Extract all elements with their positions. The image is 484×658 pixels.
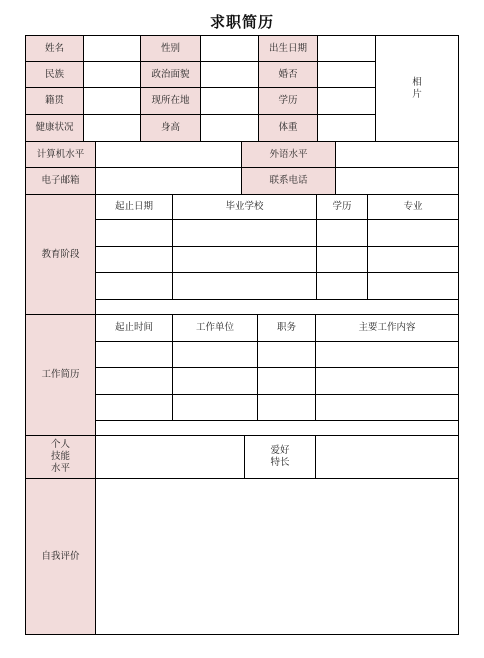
work-row1-period[interactable] <box>95 341 173 368</box>
edu-row2-degree[interactable] <box>316 246 368 273</box>
computer-label: 计算机水平 <box>25 141 96 168</box>
work-header-employer: 工作单位 <box>172 314 258 342</box>
weight-field[interactable] <box>317 114 376 142</box>
email-label: 电子邮箱 <box>25 167 96 195</box>
work-section-label: 工作简历 <box>25 314 96 436</box>
self-eval-field[interactable] <box>95 478 459 635</box>
ethnicity-label: 民族 <box>25 61 84 88</box>
self-eval-label: 自我评价 <box>25 478 96 635</box>
ethnicity-field[interactable] <box>83 61 141 88</box>
personal-skills-field[interactable] <box>95 435 245 479</box>
political-label: 政治面貌 <box>140 61 201 88</box>
work-row4[interactable] <box>95 420 459 436</box>
gender-label: 性别 <box>140 35 201 62</box>
work-header-duties: 主要工作内容 <box>315 314 459 342</box>
personal-skills-label: 个人 技能 水平 <box>25 435 96 479</box>
edu-row2-major[interactable] <box>367 246 459 273</box>
native-label: 籍贯 <box>25 87 84 115</box>
work-row2-duties[interactable] <box>315 367 459 395</box>
education-level-field[interactable] <box>317 87 376 115</box>
height-field[interactable] <box>200 114 259 142</box>
health-label: 健康状况 <box>25 114 84 142</box>
edu-row1-major[interactable] <box>367 219 459 247</box>
edu-row1-degree[interactable] <box>316 219 368 247</box>
edu-row3-degree[interactable] <box>316 272 368 300</box>
work-row1-employer[interactable] <box>172 341 258 368</box>
residence-field[interactable] <box>200 87 259 115</box>
work-row2-period[interactable] <box>95 367 173 395</box>
name-field[interactable] <box>83 35 141 62</box>
work-row3-employer[interactable] <box>172 394 258 421</box>
work-row3-duties[interactable] <box>315 394 459 421</box>
name-label: 姓名 <box>25 35 84 62</box>
work-row1-duties[interactable] <box>315 341 459 368</box>
language-label: 外语水平 <box>241 141 336 168</box>
height-label: 身高 <box>140 114 201 142</box>
hobby-field[interactable] <box>315 435 459 479</box>
edu-row4[interactable] <box>95 299 459 315</box>
edu-row1-dates[interactable] <box>95 219 173 247</box>
edu-header-degree: 学历 <box>316 194 368 220</box>
edu-row2-school[interactable] <box>172 246 317 273</box>
work-row2-position[interactable] <box>257 367 316 395</box>
hobby-label: 爱好 特长 <box>244 435 316 479</box>
edu-row1-school[interactable] <box>172 219 317 247</box>
birth-field[interactable] <box>317 35 376 62</box>
edu-header-major: 专业 <box>367 194 459 220</box>
work-row2-employer[interactable] <box>172 367 258 395</box>
health-field[interactable] <box>83 114 141 142</box>
photo-box[interactable]: 相 片 <box>375 35 459 142</box>
political-field[interactable] <box>200 61 259 88</box>
birth-label: 出生日期 <box>258 35 318 62</box>
marital-label: 婚否 <box>258 61 318 88</box>
edu-row3-school[interactable] <box>172 272 317 300</box>
edu-header-school: 毕业学校 <box>172 194 317 220</box>
work-header-period: 起止时间 <box>95 314 173 342</box>
work-header-position: 职务 <box>257 314 316 342</box>
email-field[interactable] <box>95 167 242 195</box>
weight-label: 体重 <box>258 114 318 142</box>
education-section-label: 教育阶段 <box>25 194 96 315</box>
edu-row3-dates[interactable] <box>95 272 173 300</box>
education-level-label: 学历 <box>258 87 318 115</box>
residence-label: 现所在地 <box>140 87 201 115</box>
native-field[interactable] <box>83 87 141 115</box>
language-field[interactable] <box>335 141 459 168</box>
work-row3-period[interactable] <box>95 394 173 421</box>
computer-field[interactable] <box>95 141 242 168</box>
marital-field[interactable] <box>317 61 376 88</box>
work-row3-position[interactable] <box>257 394 316 421</box>
edu-row3-major[interactable] <box>367 272 459 300</box>
edu-row2-dates[interactable] <box>95 246 173 273</box>
phone-field[interactable] <box>335 167 459 195</box>
edu-header-dates: 起止日期 <box>95 194 173 220</box>
phone-label: 联系电话 <box>241 167 336 195</box>
gender-field[interactable] <box>200 35 259 62</box>
page-title: 求职简历 <box>209 13 274 31</box>
work-row1-position[interactable] <box>257 341 316 368</box>
